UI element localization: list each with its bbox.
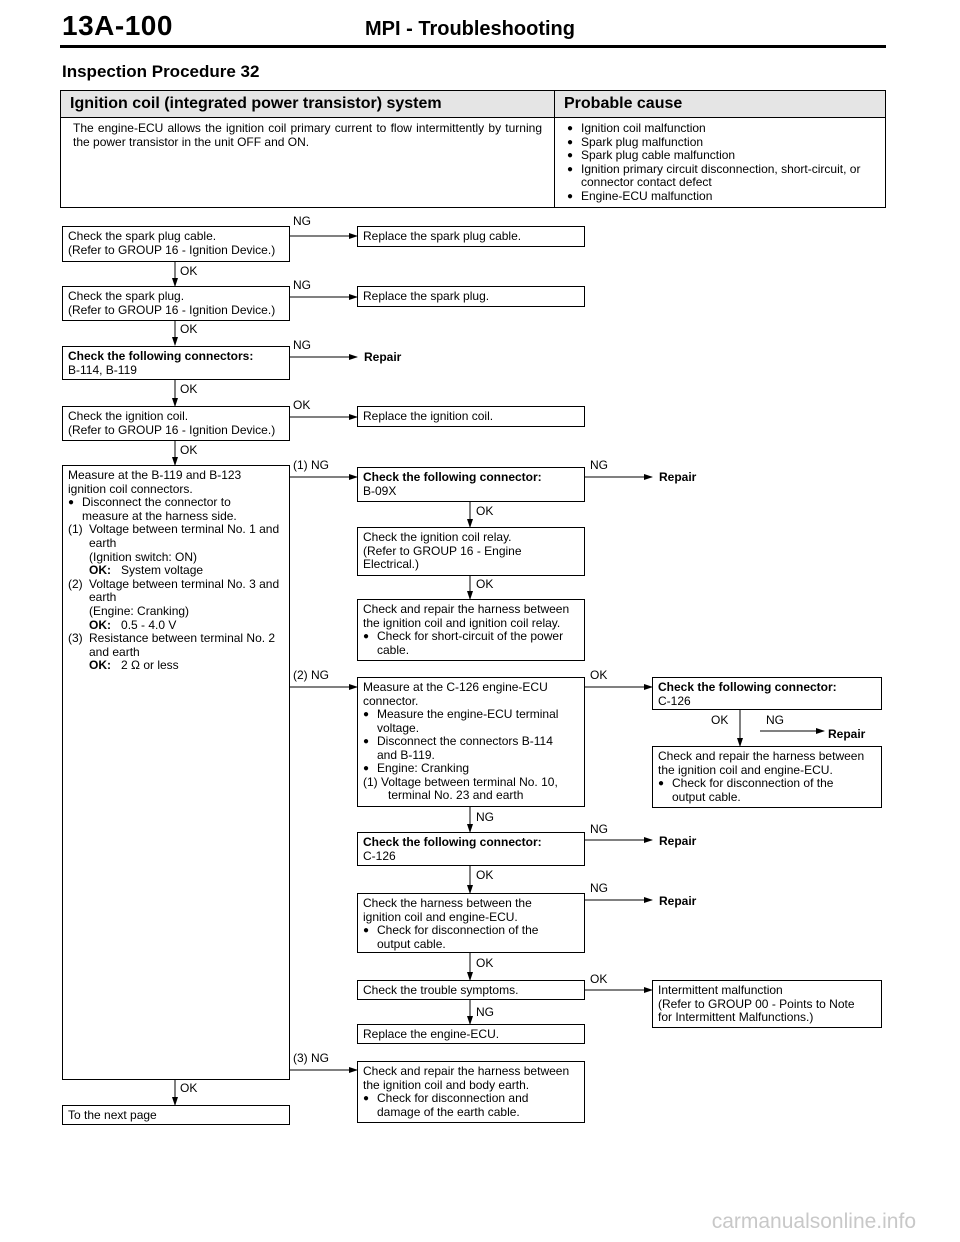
box-line: Intermittent malfunction [658,983,783,997]
ng-label: NG [476,1005,494,1019]
repair-c126-label: Repair [659,834,697,848]
box-line: Check the following connector: [363,835,542,849]
ok-label: OK [293,398,311,412]
ok-label: OK [476,868,494,882]
check-trouble-symptoms [357,980,585,1000]
box-line: the ignition coil and engine-ECU. [658,762,833,777]
ng-label: NG [590,881,608,895]
ng-label: NG [476,810,494,824]
ok-value: 2 Ω or less [121,658,179,673]
intermittent-malfunction [652,980,882,1028]
box-line: output cable. [377,936,446,951]
box-line: cable. [377,642,410,657]
procedure-title: Inspection Procedure 32 [62,62,260,81]
box-line: Check and repair the harness between [658,749,865,763]
box-bullet: ● Engine: Cranking [363,762,579,776]
box-line: Disconnect the connector to [82,495,231,510]
box-line: (Refer to GROUP 00 - Points to Note [658,996,855,1011]
box-line: Check the following connector: [658,680,837,694]
repair-harness-body-earth [357,1061,585,1123]
box-bullet [658,777,876,804]
ok-label: OK: [89,617,111,632]
check-spark-plug-cable [62,226,290,262]
page-code: 13A-100 [62,10,173,41]
repair-harness-label: Repair [659,894,697,908]
check-ignition-coil [62,406,290,441]
ok-label: OK [180,322,198,336]
ok-label: OK: [89,563,111,578]
item-number: (1) [68,522,83,537]
box-line: Replace the spark plug. [363,289,490,303]
ng-label: NG [293,278,311,292]
box-line: Replace the ignition coil. [363,409,494,423]
cause-item: ● Spark plug cable malfunction [567,149,876,163]
cause-item: ● Engine-ECU malfunction [567,190,876,204]
repair-b09x-label: Repair [659,470,697,484]
repair-c126-right-label: Repair [828,727,866,741]
ok-label: OK [590,972,608,986]
ok-value: System voltage [121,563,204,578]
system-header: Ignition coil (integrated power transistor) system [61,91,555,118]
ok-label: OK: [89,658,111,673]
box-line: Check the following connectors: [68,349,254,363]
box-line: earth [89,535,117,550]
box-bullet [363,1092,579,1119]
box-line: Measure at the C-126 engine-ECU [363,680,548,694]
ok-label: OK [180,443,198,457]
check-harness-coil-ecu [357,893,585,953]
box-line: B-09X [363,483,397,498]
box-line: Check the ignition coil relay. [363,530,512,544]
box-line: (Refer to GROUP 16 - Ignition Device.) [68,302,276,317]
ng-label: NG [590,458,608,472]
box-line: Check the trouble symptoms. [363,983,519,997]
ok-label: OK [180,1081,198,1095]
repair-harness-coil-relay [357,599,585,661]
box-line: (Ignition switch: ON) [89,549,198,564]
ng-label: NG [590,822,608,836]
box-line: Measure at the B-119 and B-123 [68,468,242,482]
item-number: (3) [68,631,83,646]
check-connectors-b114-b119 [62,346,290,380]
check-connector-c126-right [652,677,882,710]
measure-item-2 [68,578,284,632]
box-line: Check for disconnection of the [672,776,834,790]
box-line: Check and repair the harness between [363,602,570,616]
box-line: C-126 [658,693,691,708]
box-line: Check for short-circuit of the power [377,629,564,643]
measure-item-1 [68,523,284,577]
ng-label: NG [766,713,784,727]
box-line: Resistance between terminal No. 2 [89,631,276,646]
box-line: voltage. [377,720,420,735]
box-line: (1) Voltage between terminal No. 10, [363,774,558,789]
cause-header: Probable cause [555,91,886,118]
replace-ignition-coil [357,406,585,427]
box-line: connector. [363,693,419,708]
box-bullet [363,735,579,762]
check-spark-plug [62,286,290,321]
ok-label: OK [476,577,494,591]
box-line: Check and repair the harness between [363,1064,570,1078]
page-title: MPI - Troubleshooting [365,18,575,40]
box-line: Check for disconnection of the [377,923,539,937]
watermark: carmanualsonline.info [711,1210,916,1233]
check-ignition-coil-relay [357,527,585,576]
ok-label: OK [180,264,198,278]
system-description: The engine-ECU allows the ignition coil primary current to flow intermittently by turning the power transistor in the unit OFF and ON. [61,118,555,208]
box-line: and B-119. [377,747,435,762]
replace-engine-ecu [357,1024,585,1044]
cause-item: ● Spark plug malfunction [567,136,876,150]
ng2-label: (2) NG [293,668,329,682]
ng1-label: (1) NG [293,458,329,472]
box-line: for Intermittent Malfunctions.) [658,1010,814,1024]
box-line: Check the spark plug. [68,289,185,303]
measure-ecu-connector [357,677,585,807]
box-line: Replace the spark plug cable. [363,229,522,243]
ok-label: OK [476,504,494,518]
box-line: (Refer to GROUP 16 - Engine [363,543,522,558]
cause-item: ● Ignition coil malfunction [567,122,876,136]
box-line: (Refer to GROUP 16 - Ignition Device.) [68,242,276,257]
box-line: Disconnect the connectors B-114 [377,734,553,748]
measure-coil-connectors [62,465,290,1080]
ok-value: 0.5 - 4.0 V [121,617,177,632]
box-line: earth [89,590,117,605]
replace-spark-plug [357,286,585,307]
box-line: and earth [89,644,140,659]
ng-label: NG [293,214,311,228]
box-line: the ignition coil and ignition coil relay. [363,615,561,630]
box-line: B-114, B-119 [68,362,137,377]
box-line: measure at the harness side. [82,508,237,523]
box-line: Check the ignition coil. [68,409,189,423]
ok-label: OK [180,382,198,396]
cause-item: ● Ignition primary circuit disconnection, short-circuit, or connector contact defect [567,163,876,190]
box-line: Check for disconnection and [377,1091,529,1105]
box-line: Voltage between terminal No. 3 and [89,576,280,591]
box-line: ignition coil connectors. [68,481,193,496]
box-line: Measure the engine-ECU terminal [377,707,559,721]
box-line: C-126 [363,848,396,863]
check-connector-b09x [357,467,585,502]
replace-spark-plug-cable [357,226,585,247]
measure-item-3 [68,632,284,673]
box-line: (Engine: Cranking) [89,603,190,618]
box-bullet [363,924,579,951]
check-connector-c126 [357,832,585,866]
repair-harness-coil-ecu [652,746,882,808]
box-line: (Refer to GROUP 16 - Ignition Device.) [68,422,276,437]
box-line: To the next page [68,1108,157,1122]
ng-label: NG [293,338,311,352]
box-line: Check the following connector: [363,470,542,484]
ng3-label: (3) NG [293,1051,329,1065]
box-line: Electrical.) [363,557,420,571]
box-bullet [363,708,579,735]
repair-connectors-label: Repair [364,350,402,364]
ok-label: OK [711,713,729,727]
box-bullet [363,630,579,657]
item-number: (2) [68,576,83,591]
box-line: Check the spark plug cable. [68,229,217,243]
box-line: Voltage between terminal No. 1 and [89,522,280,537]
to-next-page [62,1105,290,1125]
box-line: terminal No. 23 and earth [388,788,524,802]
box-line: Replace the engine-ECU. [363,1027,500,1041]
box-line: output cable. [672,789,741,804]
box-line: ignition coil and engine-ECU. [363,909,518,924]
box-line: the ignition coil and body earth. [363,1077,530,1092]
box-line: Check the harness between the [363,896,532,910]
ok-label: OK [476,956,494,970]
ok-label: OK [590,668,608,682]
box-line: damage of the earth cable. [377,1104,520,1119]
measure-bullet [68,496,284,523]
